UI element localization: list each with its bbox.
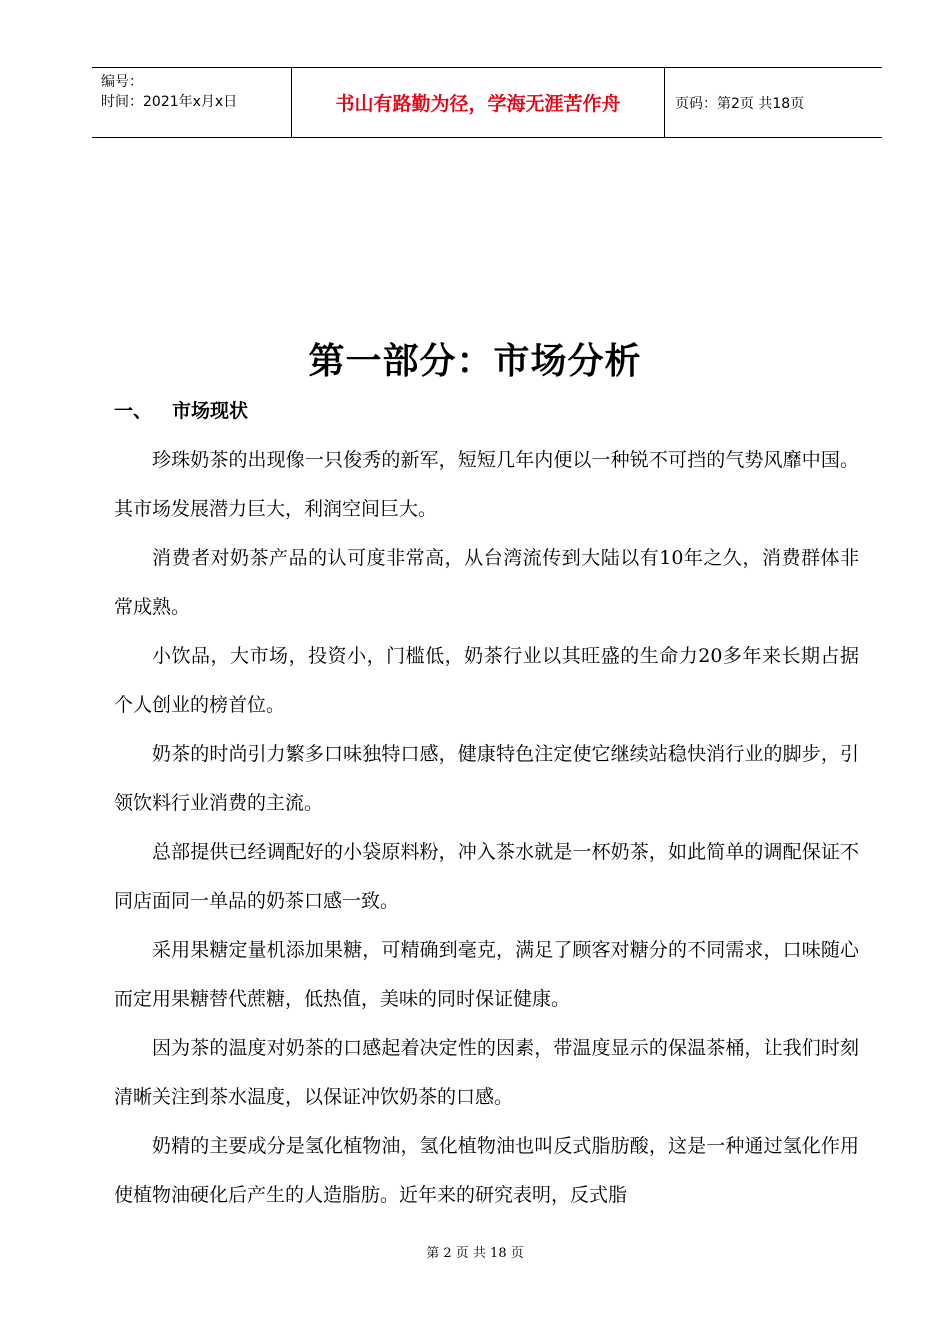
- document-body: [114, 436, 859, 1220]
- page-footer: 第 2 页 共 18 页: [426, 1246, 524, 1261]
- section-heading: [114, 396, 248, 426]
- header-motto: 书山有路勤为径，学海无涯苦作舟: [292, 68, 665, 137]
- paragraph: 珍珠奶茶的出现像一只俊秀的新军，短短几年内便以一种锐不可挡的气势风靡中国。其市场发展潜力巨大，利润空间巨大。: [114, 449, 859, 520]
- paragraph: 采用果糖定量机添加果糖，可精确到毫克，满足了顾客对糖分的不同需求，口味随心而定用果糖替代蔗糖，低热值，美味的同时保证健康。: [114, 939, 859, 1010]
- paragraph: 因为茶的温度对奶茶的口感起着决定性的因素，带温度显示的保温茶桶，让我们时刻清晰关注到茶水温度，以保证冲饮奶茶的口感。: [114, 1037, 859, 1108]
- paragraph: 小饮品，大市场，投资小，门槛低，奶茶行业以其旺盛的生命力20多年来长期占据个人创业的榜首位。: [114, 645, 859, 716]
- paragraph: 总部提供已经调配好的小袋原料粉，冲入茶水就是一杯奶茶，如此简单的调配保证不同店面同一单品的奶茶口感一致。: [114, 841, 859, 912]
- header-meta-cell: [92, 68, 292, 137]
- paragraph: 消费者对奶茶产品的认可度非常高，从台湾流传到大陆以有10年之久，消费群体非常成熟。: [114, 547, 859, 618]
- paragraph: 奶精的主要成分是氢化植物油，氢化植物油也叫反式脂肪酸，这是一种通过氢化作用使植物油硬化后产生的人造脂肪。近年来的研究表明，反式脂: [114, 1135, 859, 1206]
- section-title: 市场现状: [172, 400, 249, 422]
- section-number: 一、: [114, 400, 153, 422]
- paragraph: 奶茶的时尚引力繁多口味独特口感，健康特色注定使它继续站稳快消行业的脚步，引领饮料行业消费的主流。: [114, 743, 859, 814]
- document-time-label: 时间：2021年x月x日: [101, 94, 238, 110]
- document-number-label: 编号：: [101, 74, 143, 90]
- header-page-info: 页码：第2页 共18页: [675, 95, 805, 112]
- page-header: [92, 67, 882, 138]
- document-title: 第一部分：市场分析: [308, 341, 642, 382]
